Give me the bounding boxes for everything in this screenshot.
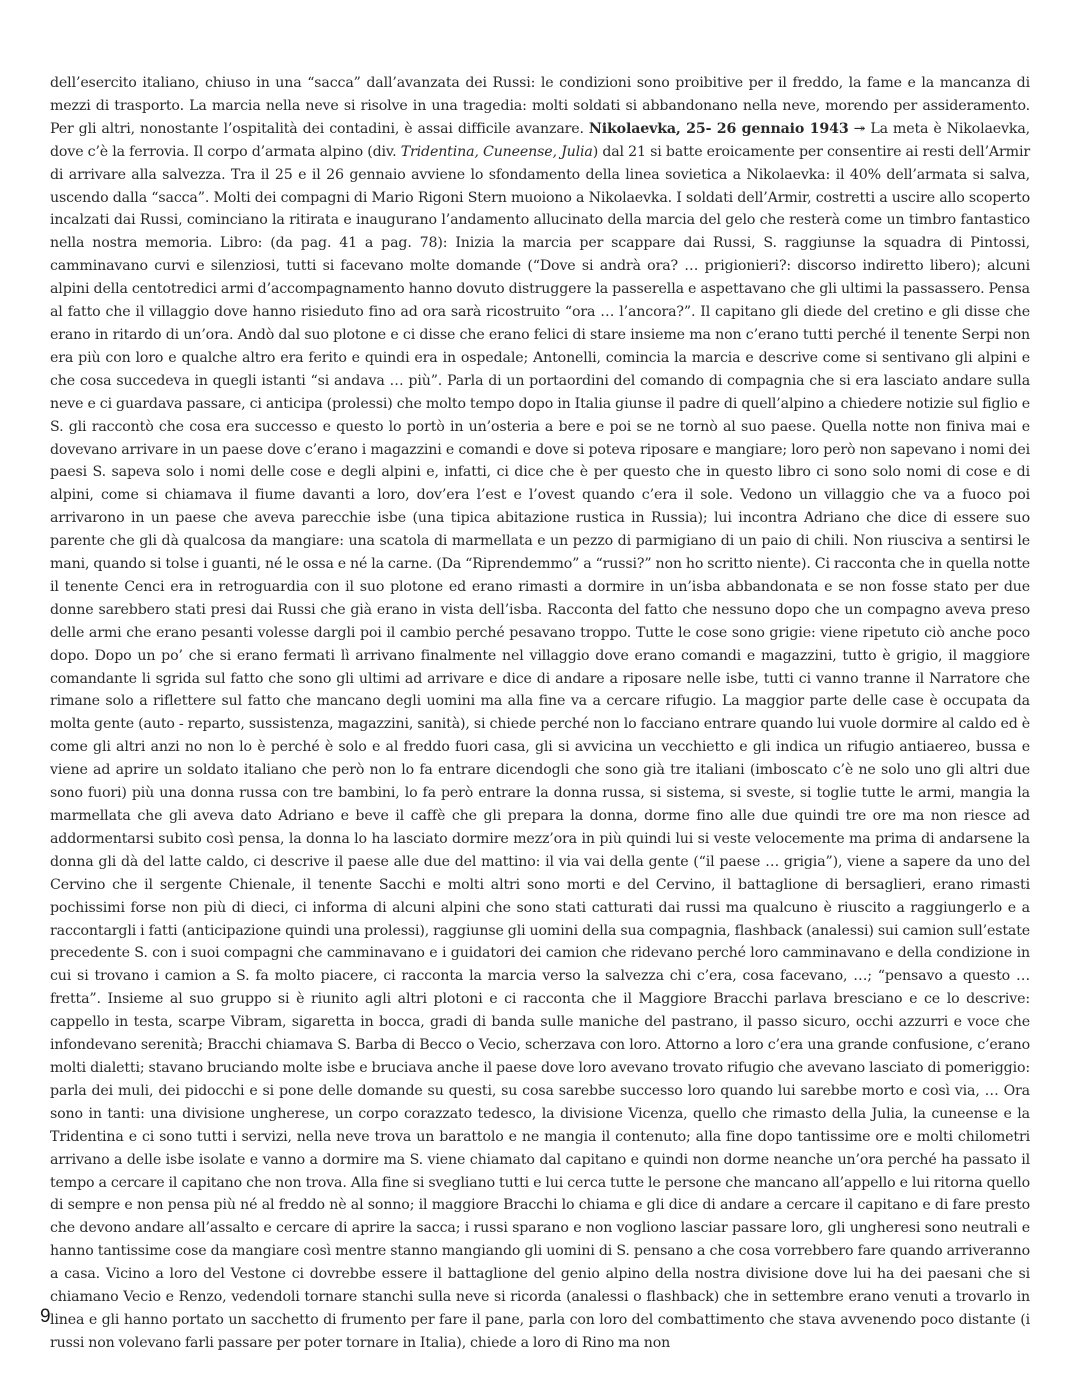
section-heading-nikolaevka: Nikolaevka, 25- 26 gennaio 1943: [588, 120, 849, 137]
arrow-icon: ↠: [848, 120, 871, 137]
text-segment-intro: dell’esercito italiano, chiuso in una “sacca” dall’avanzata dei Russi: le condizioni sono proibitive per il freddo, la fame e la mancanza di mezzi di trasporto. La marcia nella neve si risolve in una tragedia: molti soldati si abbandonano nella neve, morendo per assideramento. Per gli altri, nonostante l’ospitalità dei contadini, è assai difficile avanzare.: [50, 75, 1030, 137]
page-number: 9: [40, 1306, 51, 1327]
page-content: [50, 72, 1030, 1355]
divisions-names: Tridentina, Cuneense, Julia: [400, 143, 593, 160]
text-segment-corpo: La meta è Nikolaevka, dove c’è la ferrovia. Il corpo d’armata alpino (div.: [50, 120, 1030, 160]
text-segment-summary: ) dal 21 si batte eroicamente per consentire ai resti dell’Armir di arrivare alla salvezza. Tra il 25 e il 26 gennaio avviene lo sfondamento della linea sovietica a Nikolaevka: il 40% dell’armata si salva, uscendo dalla “sacca”. Molti dei compagni di Mario Rigoni Stern muoiono a Nikolaevka. I soldati dell’Armir, costretti a uscire allo scoperto incalzati dai Russi, cominciano la ritirata e inaugurano l’andamento allucinato della marcia del gelo che resterà come un timbro fantastico nella nostra memoria. Libro: (da pag. 41 a pag. 78): Inizia la marcia per scappare dai Russi, S. raggiunse la squadra di Pintossi, camminavano curvi e silenziosi, tutti si facevano molte domande (“Dove si andrà ora? … prigionieri?: discorso indiretto libero); alcuni alpini della centotredici armi d’accompagnamento hanno dovuto distruggere la passerella e aspettavano che gli ultimi la passassero. Pensa al fatto che il villaggio dove hanno risieduto fino ad ora sarà ricostruito “ora … l’ancora?”. Il capitano gli diede del cretino e gli disse che erano in ritardo di un’ora. Andò dal suo plotone e ci disse che erano felici di stare insieme ma non c’erano tutti perché il tenente Serpi non era più con loro e qualche altro era ferito e quindi era in ospedale; Antonelli, comincia la marcia e descrive come si sentivano gli alpini e che cosa succedeva in quegli istanti “si andava … più”. Parla di un portaordini del comando di compagnia che si era lasciato andare sulla neve e ci guardava passare, ci anticipa (prolessi) che molto tempo dopo in Italia giunse il padre di quell’alpino a chiedere notizie sul figlio e S. gli raccontò che cosa era successo e questo lo portò in un’osteria a bere e poi se ne tornò al suo paese. Quella notte non finiva mai e dovevano arrivare in un paese dove c’erano i magazzini e comandi e dove si poteva riposare e mangiare; loro però non sapevano i nomi dei paesi S. sapeva solo i nomi delle cose e degli alpini e, infatti, ci dice che è per questo che in questo libro ci sono solo nomi di cose e di alpini, come si chiamava il fiume davanti a loro, dov’era l’est e l’ovest quando c’era il sole. Vedono un villaggio che va a fuoco poi arrivarono in un paese che aveva parecchie isbe (una tipica abitazione rustica in Russia); lui incontra Adriano che dice di essere suo parente che gli dà qualcosa da mangiare: una scatola di marmellata e un pezzo di parmigiano di un paio di chili. Non riusciva a sentirsi le mani, quando si tolse i guanti, né le ossa e né la carne. (Da “Riprendemmo” a “russi?” non ho scritto niente). Ci racconta che in quella notte il tenente Cenci era in retroguardia con il suo plotone ed erano rimasti a dormire in un’isba abbandonata e se non fosse stato per due donne sarebbero stati presi dai Russi che già erano in vista dell’isba. Racconta del fatto che nessuno dopo che un compagno aveva preso delle armi che erano pesanti volesse dargli poi il cambio perché pesavano troppo. Tutte le cose sono grigie: viene ripetuto ciò anche poco dopo. Dopo un po’ che si erano fermati lì arrivano finalmente nel villaggio dove erano comandi e magazzini, tutto è grigio, il maggiore comandante li sgrida sul fatto che sono gli ultimi ad arrivare e dice di andare a riposare nelle isbe, tutti ci vanno tranne il Narratore che rimane solo a riflettere sul fatto che mancano degli uomini ma alla fine va a cercare rifugio. La maggior parte delle case è occupata da molta gente (auto - reparto, sussistenza, magazzini, sanità), si chiede perché non lo facciano entrare quando lui vuole dormire al caldo ed è come gli altri anzi no non lo è perché è solo e al freddo fuori casa, gli si avvicina un vecchietto e gli indica un rifugio antiaereo, bussa e viene ad aprire un soldato italiano che però non lo fa entrare dicendogli che sono già tre italiani (imboscato c’è ne solo uno gli altri due sono fuori) più una donna russa con tre bambini, lo fa però entrare la donna russa, si sistema, si sveste, si toglie tutte le armi, mangia la marmellata che gli aveva dato Adriano e beve il caffè che gli prepara la donna, dorme fino alle due quindi tre ore ma non riesce ad addormentarsi subito così pensa, la donna lo ha lasciato dormire mezz’ora in più quindi lui si veste velocemente ma prima di andarsene la donna gli dà del latte caldo, ci descrive il paese alle due del mattino: il via vai della gente (“il paese … grigia”), viene a sapere da uno del Cervino che il sergente Chienale, il tenente Sacchi e molti altri sono morti e del Cervino, il battaglione di bersaglieri, erano rimasti pochissimi forse non più di dieci, ci informa di alcuni alpini che sono stati catturati dai russi ma qualcuno è riuscito a raggiungerlo e a raccontargli i fatti (anticipazione quindi una prolessi), raggiunse gli uomini della sua compagnia, flashback (analessi) sui camion sull’estate precedente S. con i suoi compagni che camminavano e i guidatori dei camion che ridevano perché loro camminavano e della condizione in cui si trovano i camion a S. fa molto piacere, ci racconta la marcia verso la salvezza chi c’era, cosa facevano, …; “pensavo a questo … fretta”. Insieme al suo gruppo si è riunito agli altri plotoni e ci racconta che il Maggiore Bracchi parlava bresciano e ce lo descrive: cappello in testa, scarpe Vibram, sigaretta in bocca, gradi di banda sulle maniche del pastrano, il passo sicuro, occhi azzurri e voce che infondevano serenità; Bracchi chiamava S. Barba di Becco o Vecio, scherzava con loro. Attorno a loro c’era una grande confusione, c’erano molti dialetti; stavano bruciando molte isbe e bruciava anche il paese dove loro avevano trovato rifugio che avevano lasciato di pomeriggio: parla dei muli, dei pidocchi e si pone delle domande su questi, su cosa sarebbe successo loro quando lui sarebbe morto e così via, … Ora sono in tanti: una divisione ungherese, un corpo corazzato tedesco, la divisione Vicenza, quello che rimasto della Julia, la cuneense e la Tridentina e ci sono tutti i servizi, nella neve trova un barattolo e ne mangia il contenuto; alla fine dopo tantissime ore e molti chilometri arrivano a delle isbe isolate e vanno a dormire ma S. viene chiamato dal capitano e quindi non dorme neanche un’ora perché ha passato il tempo a cercare il capitano che non trova. Alla fine si svegliano tutti e lui cerca tutte le persone che mancano all’appello e lui ritorna quello di sempre e non pensa più né al freddo nè al sonno; il maggiore Bracchi lo chiama e gli dice di andare a cercare il capitano e di fare presto che devono andare all’assalto e cercare di aprire la sacca; i russi sparano e non vogliono lasciar passare loro, gli ungheresi sono neutrali e hanno tantissime cose da mangiare così mentre stanno mangiando gli uomini di S. pensano a che cosa vorrebbero fare quando arriveranno a casa. Vicino a loro del Vestone ci dovrebbe essere il battaglione del genio alpino della nostra divisione dove lui ha dei paesani che si chiamano Vecio e Renzo, vedendoli tornare stanchi sulla neve si ricorda (analessi o flashback) che in settembre erano venuti a trovarlo in linea e gli hanno portato un sacchetto di frumento per fare il pane, parla con loro del combattimento che stava avvenendo poco distante (i russi non volevano farli passare per poter tornare in Italia), chiede a loro di Rino ma non: [50, 143, 1030, 1351]
body-paragraph: [50, 72, 1030, 1355]
